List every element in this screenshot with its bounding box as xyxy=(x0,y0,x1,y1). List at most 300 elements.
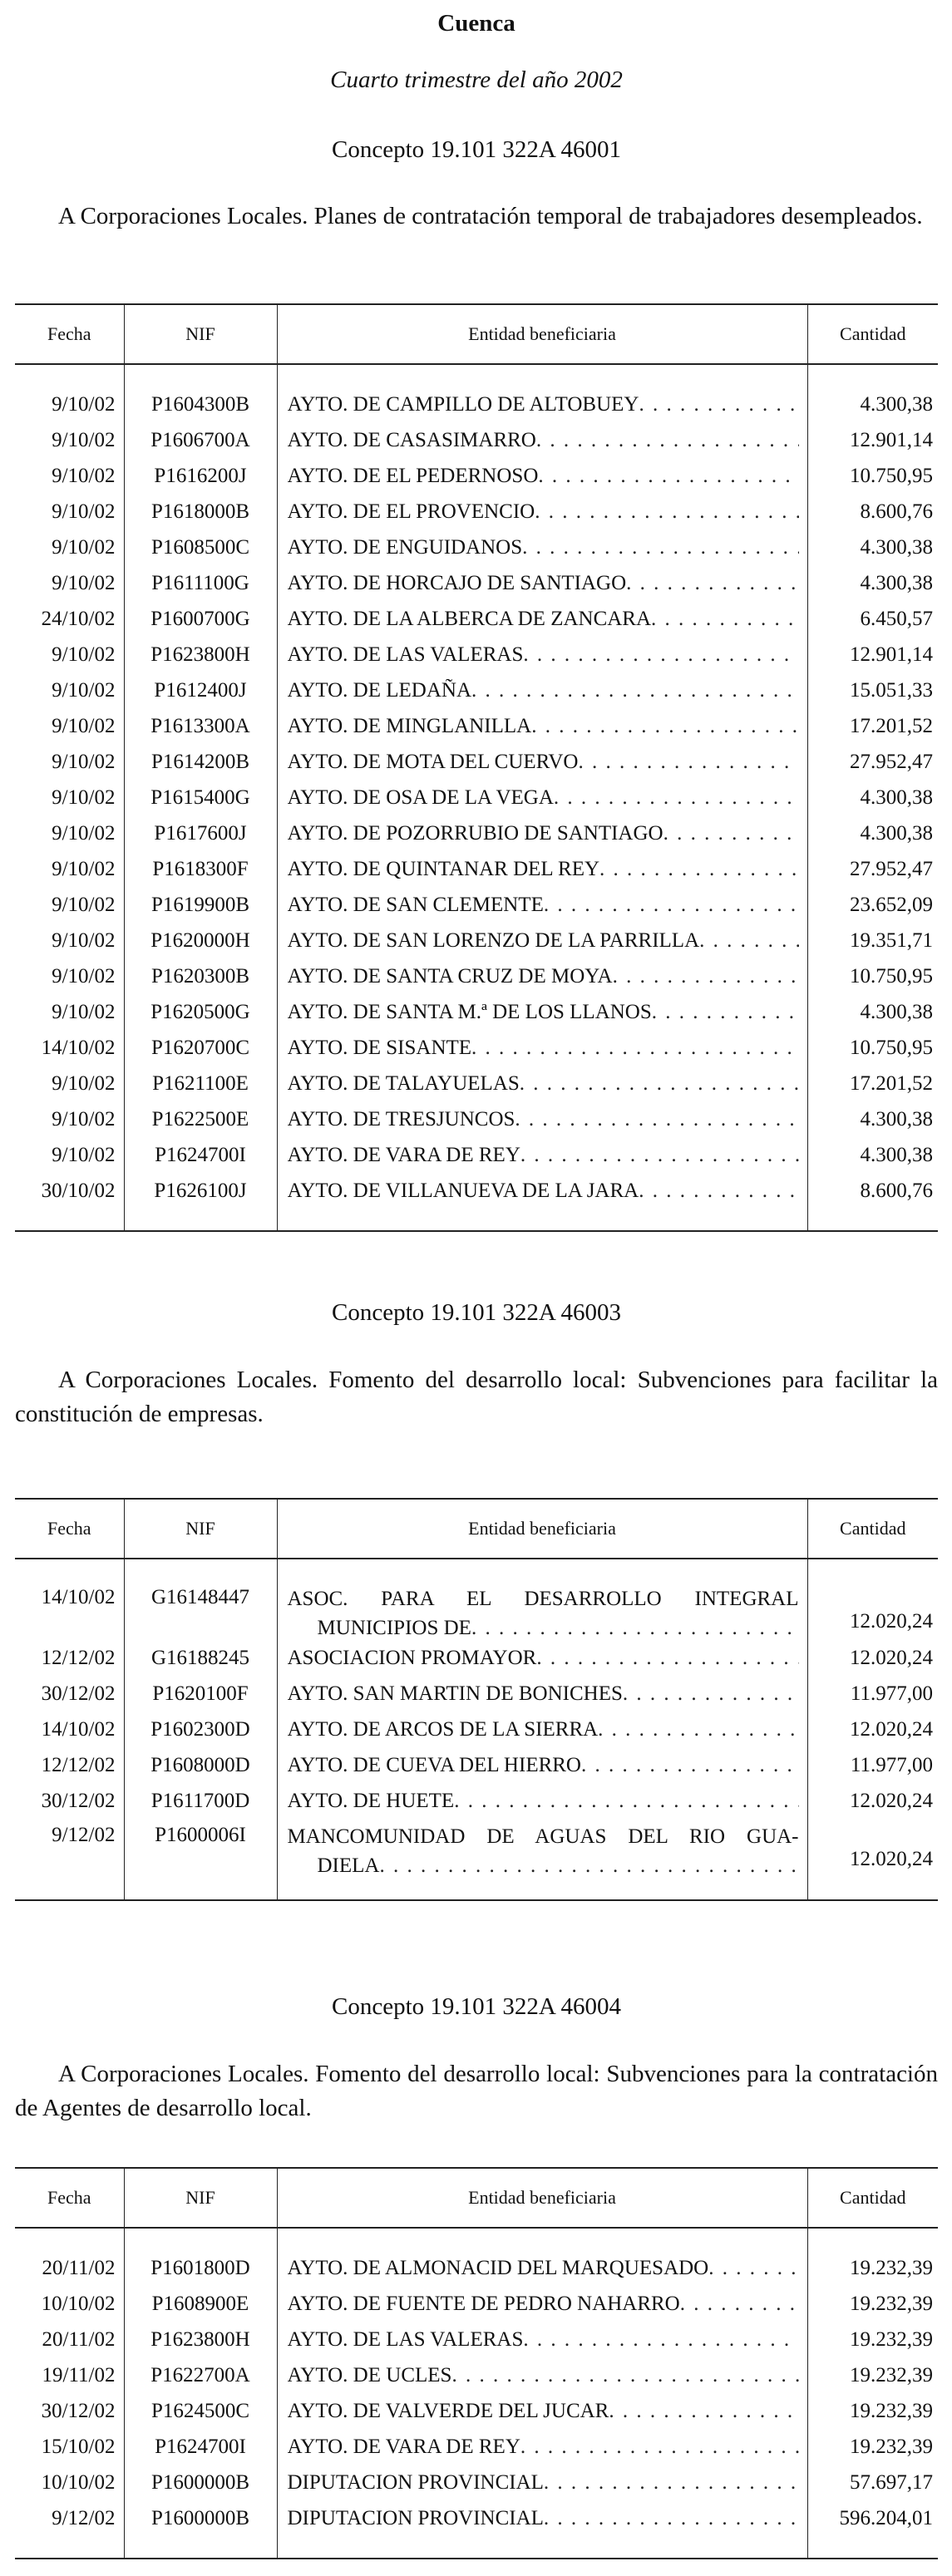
spacer-cell xyxy=(807,364,938,387)
cantidad-cell: 19.232,39 xyxy=(807,2286,938,2322)
entidad-cell xyxy=(277,958,807,994)
header-nif: NIF xyxy=(124,1499,277,1559)
entidad-line xyxy=(288,2328,799,2352)
entidad-text: AYTO. DE HORCAJO DE SANTIAGO xyxy=(287,571,627,594)
dot-leader xyxy=(663,822,799,845)
entidad-cell xyxy=(277,672,807,708)
fecha-cell: 14/10/02 xyxy=(41,1036,116,1059)
dot-leader xyxy=(535,500,798,524)
entidad-text: AYTO. DE SAN CLEMENTE xyxy=(287,893,544,916)
entidad-text: AYTO. DE QUINTANAR DEL REY xyxy=(287,857,600,880)
spacer-cell xyxy=(807,1878,938,1900)
nif-cell: P1618300F xyxy=(124,851,277,887)
entidad-cell xyxy=(277,2465,807,2500)
entidad-line: ASOC. PARA EL DESARROLLO INTEGRAL xyxy=(287,1588,799,1610)
entidad-cell xyxy=(277,2250,807,2286)
cantidad-cell: 12.020,24 xyxy=(807,1819,938,1878)
fecha-cell: 9/10/02 xyxy=(52,750,116,773)
entidad-text: AYTO. DE EL PROVENCIO xyxy=(287,500,535,523)
header-fecha: Fecha xyxy=(15,2168,124,2228)
concept-heading: Concepto 19.101 322A 46003 xyxy=(332,1299,621,1326)
spacer-cell xyxy=(124,2536,277,2559)
fecha-cell: 14/10/02 xyxy=(41,1717,116,1741)
nif-cell: P1601800D xyxy=(124,2250,277,2286)
table-row xyxy=(15,2286,938,2322)
dot-leader xyxy=(515,1108,798,1131)
cantidad-cell: 27.952,47 xyxy=(807,744,938,780)
entidad-line xyxy=(288,500,799,524)
nif-cell: P1608500C xyxy=(124,529,277,565)
cantidad-cell: 10.750,95 xyxy=(807,958,938,994)
dot-leader xyxy=(531,715,798,738)
dot-leader xyxy=(544,894,799,917)
cantidad-cell: 4.300,38 xyxy=(807,529,938,565)
entidad-line xyxy=(288,2507,799,2530)
entidad-text: DIPUTACION PROVINCIAL xyxy=(287,2470,544,2494)
entidad-text: ASOCIACION PROMAYOR xyxy=(287,1646,537,1669)
dot-leader xyxy=(699,929,798,953)
entidad-cell xyxy=(277,422,807,458)
fecha-cell: 9/10/02 xyxy=(52,821,116,845)
nif-cell: P1622700A xyxy=(124,2357,277,2393)
cantidad-cell: 15.051,33 xyxy=(807,672,938,708)
fecha-cell: 9/10/02 xyxy=(52,928,116,952)
entidad-cell xyxy=(277,637,807,672)
spacer-cell xyxy=(277,1559,807,1581)
entidad-line xyxy=(288,2436,799,2459)
header-entidad: Entidad beneficiaria xyxy=(277,1499,807,1559)
table-row xyxy=(15,2250,938,2286)
entidad-cell xyxy=(277,2286,807,2322)
nif-cell: P1620000H xyxy=(124,923,277,958)
period-heading: Cuarto trimestre del año 2002 xyxy=(330,66,623,93)
table-row xyxy=(15,994,938,1030)
entidad-cell xyxy=(277,1030,807,1066)
fecha-cell: 9/10/02 xyxy=(52,678,116,702)
entidad-cell xyxy=(277,2500,807,2536)
nif-cell: P1617600J xyxy=(124,815,277,851)
entidad-cell xyxy=(277,1676,807,1712)
entidad-line xyxy=(288,1072,799,1096)
dot-leader xyxy=(578,751,798,774)
table-row xyxy=(15,1783,938,1819)
header-cantidad: Cantidad xyxy=(807,2168,938,2228)
fecha-cell: 12/12/02 xyxy=(41,1753,116,1776)
table-row xyxy=(15,1101,938,1137)
concept-heading: Concepto 19.101 322A 46001 xyxy=(332,136,621,163)
cantidad-cell: 19.232,39 xyxy=(807,2357,938,2393)
table-row xyxy=(15,923,938,958)
entidad-line xyxy=(288,2364,799,2387)
dot-leader xyxy=(471,1037,798,1060)
dot-leader xyxy=(652,1001,799,1024)
spacer-cell xyxy=(124,1209,277,1231)
cantidad-cell: 8.600,76 xyxy=(807,1173,938,1209)
entidad-line xyxy=(288,572,799,595)
cantidad-cell: 8.600,76 xyxy=(807,494,938,529)
table-row xyxy=(15,1581,938,1640)
cantidad-cell: 19.232,39 xyxy=(807,2322,938,2357)
spacer-cell xyxy=(124,364,277,387)
entidad-cell xyxy=(277,2357,807,2393)
dot-leader xyxy=(708,2257,798,2280)
entidad-cell xyxy=(277,815,807,851)
nif-cell: P1608000D xyxy=(124,1747,277,1783)
entidad-cell xyxy=(277,1819,807,1878)
cantidad-cell: 12.901,14 xyxy=(807,422,938,458)
table-row xyxy=(15,708,938,744)
entidad-text: AYTO. DE UCLES xyxy=(287,2363,452,2386)
beneficiaries-table xyxy=(15,1498,938,1901)
spacer-cell xyxy=(807,1209,938,1231)
header-entidad: Entidad beneficiaria xyxy=(277,2168,807,2228)
cantidad-cell: 27.952,47 xyxy=(807,851,938,887)
nif-cell: P1624700I xyxy=(124,1137,277,1173)
entidad-cell xyxy=(277,2429,807,2465)
cantidad-cell: 17.201,52 xyxy=(807,708,938,744)
dot-leader xyxy=(544,2507,799,2530)
fecha-cell: 30/12/02 xyxy=(41,1789,116,1812)
entidad-text: AYTO. DE LEDAÑA xyxy=(287,678,472,702)
dot-leader xyxy=(471,679,798,702)
dot-leader xyxy=(598,1718,798,1741)
cantidad-cell: 10.750,95 xyxy=(807,1030,938,1066)
nif-cell: P1616200J xyxy=(124,458,277,494)
cantidad-cell: 4.300,38 xyxy=(807,1101,938,1137)
table-row xyxy=(15,851,938,887)
nif-cell: P1623800H xyxy=(124,2322,277,2357)
nif-cell: P1621100E xyxy=(124,1066,277,1101)
dot-leader xyxy=(554,786,799,810)
fecha-cell: 9/10/02 xyxy=(52,964,116,988)
fecha-cell: 10/10/02 xyxy=(41,2292,116,2315)
entidad-cell xyxy=(277,780,807,815)
table-row xyxy=(15,2393,938,2429)
nif-cell: P1602300D xyxy=(124,1712,277,1747)
dot-leader xyxy=(609,2400,798,2423)
entidad-line xyxy=(288,2471,799,2495)
fecha-cell: 9/10/02 xyxy=(52,857,116,880)
spacer-cell xyxy=(15,364,124,387)
nif-cell: P1620700C xyxy=(124,1030,277,1066)
entidad-text: AYTO. DE LAS VALERAS xyxy=(287,643,524,666)
entidad-text: AYTO. DE VILLANUEVA DE LA JARA xyxy=(287,1179,639,1202)
spacer-cell xyxy=(15,1209,124,1231)
dot-leader xyxy=(522,536,798,559)
cantidad-cell: 10.750,95 xyxy=(807,458,938,494)
dot-leader xyxy=(680,2293,799,2316)
dot-leader xyxy=(520,1144,799,1167)
cantidad-cell: 11.977,00 xyxy=(807,1676,938,1712)
spacer-cell xyxy=(124,1559,277,1581)
entidad-line xyxy=(288,1180,799,1203)
cantidad-cell: 57.697,17 xyxy=(807,2465,938,2500)
entidad-cell xyxy=(277,1747,807,1783)
table-row xyxy=(15,387,938,422)
entidad-line: MANCOMUNIDAD DE AGUAS DEL RIO GUA- xyxy=(287,1825,799,1848)
fecha-cell: 9/10/02 xyxy=(52,1107,116,1130)
cantidad-cell: 17.201,52 xyxy=(807,1066,938,1101)
entidad-line xyxy=(288,1037,799,1060)
fecha-cell: 9/10/02 xyxy=(52,464,116,487)
table-row xyxy=(15,2429,938,2465)
entidad-text: AYTO. DE VALVERDE DEL JUCAR xyxy=(287,2399,609,2422)
fecha-cell: 9/12/02 xyxy=(52,2506,116,2529)
spacer-cell xyxy=(15,1559,124,1581)
entidad-text: AYTO. DE CASASIMARRO xyxy=(287,428,536,451)
table-row xyxy=(15,1066,938,1101)
table-row xyxy=(15,1747,938,1783)
entidad-text: AYTO. DE LAS VALERAS xyxy=(287,2327,524,2351)
spacer-cell xyxy=(277,2228,807,2250)
entidad-text: AYTO. DE HUETE xyxy=(287,1789,455,1812)
entidad-line xyxy=(288,465,799,488)
entidad-text: AYTO. DE TALAYUELAS xyxy=(287,1071,520,1095)
entidad-text: AYTO. DE SANTA CRUZ DE MOYA xyxy=(287,964,613,988)
cantidad-cell: 12.020,24 xyxy=(807,1581,938,1640)
spacer-cell xyxy=(807,2228,938,2250)
spacer-cell xyxy=(277,1209,807,1231)
table-spacer xyxy=(15,1878,938,1900)
province-heading: Cuenca xyxy=(437,10,515,37)
cantidad-cell: 4.300,38 xyxy=(807,780,938,815)
table-row xyxy=(15,1137,938,1173)
entidad-line xyxy=(288,679,799,702)
dot-leader xyxy=(471,1617,799,1640)
entidad-line xyxy=(288,643,799,667)
nif-cell: P1600700G xyxy=(124,601,277,637)
dot-leader xyxy=(523,643,798,667)
entidad-text: AYTO. DE SANTA M.ª DE LOS LLANOS xyxy=(287,1000,652,1023)
table-row xyxy=(15,780,938,815)
entidad-text: AYTO. DE CUEVA DEL HIERRO xyxy=(287,1753,581,1776)
fecha-cell: 30/12/02 xyxy=(41,1682,116,1705)
table-spacer xyxy=(15,1559,938,1581)
cantidad-cell: 11.977,00 xyxy=(807,1747,938,1783)
dot-leader xyxy=(581,1754,799,1777)
dot-leader xyxy=(613,965,799,988)
cantidad-cell: 596.204,01 xyxy=(807,2500,938,2536)
spacer-cell xyxy=(277,364,807,387)
fecha-cell: 10/10/02 xyxy=(41,2470,116,2494)
entidad-line xyxy=(288,715,799,738)
entidad-text: AYTO. DE POZORRUBIO DE SANTIAGO xyxy=(287,821,663,845)
table-row xyxy=(15,422,938,458)
dot-leader xyxy=(639,1180,798,1203)
table-row xyxy=(15,1676,938,1712)
dot-leader xyxy=(523,2328,798,2352)
entidad-text: AYTO. DE ENGUIDANOS xyxy=(287,535,523,559)
cantidad-cell: 23.652,09 xyxy=(807,887,938,923)
table-row xyxy=(15,744,938,780)
dot-leader xyxy=(623,1682,799,1706)
beneficiaries-table xyxy=(15,303,938,1232)
nif-cell: P1611100G xyxy=(124,565,277,601)
dot-leader xyxy=(379,1854,798,1878)
cantidad-cell: 12.020,24 xyxy=(807,1712,938,1747)
nif-cell: P1620500G xyxy=(124,994,277,1030)
fecha-cell: 30/10/02 xyxy=(41,1179,116,1202)
table-row xyxy=(15,529,938,565)
fecha-cell: 9/10/02 xyxy=(52,535,116,559)
concept-description: A Corporaciones Locales. Planes de contratación temporal de trabajadores desempleados. xyxy=(58,203,923,229)
header-fecha: Fecha xyxy=(15,1499,124,1559)
spacer-cell xyxy=(124,2228,277,2250)
header-cantidad: Cantidad xyxy=(807,304,938,364)
nif-cell: P1613300A xyxy=(124,708,277,744)
nif-cell: P1620300B xyxy=(124,958,277,994)
entidad-cell xyxy=(277,1066,807,1101)
entidad-cell xyxy=(277,565,807,601)
entidad-cell xyxy=(277,708,807,744)
table-row xyxy=(15,1640,938,1676)
fecha-cell: 9/10/02 xyxy=(52,786,116,809)
entidad-line xyxy=(288,536,799,559)
entidad-cell xyxy=(277,1581,807,1640)
nif-cell: G16188245 xyxy=(124,1640,277,1676)
concept-description: A Corporaciones Locales. Fomento del desarrollo local: Subvenciones para facilitar la constitución de empresas. xyxy=(15,1367,938,1427)
table-row xyxy=(15,601,938,637)
entidad-text: AYTO. DE VARA DE REY xyxy=(287,1143,520,1166)
entidad-text: AYTO. DE EL PEDERNOSO xyxy=(287,464,539,487)
nif-cell: P1614200B xyxy=(124,744,277,780)
header-entidad: Entidad beneficiaria xyxy=(277,304,807,364)
fecha-cell: 24/10/02 xyxy=(41,607,116,630)
entidad-cell xyxy=(277,1712,807,1747)
entidad-line xyxy=(288,751,799,774)
nif-cell: P1618000B xyxy=(124,494,277,529)
cantidad-cell: 4.300,38 xyxy=(807,387,938,422)
entidad-line xyxy=(288,1790,799,1813)
entidad-cell xyxy=(277,458,807,494)
entidad-line xyxy=(288,1682,799,1706)
entidad-text: AYTO. DE ALMONACID DEL MARQUESADO xyxy=(287,2256,709,2279)
entidad-line xyxy=(288,1001,799,1024)
fecha-cell: 9/10/02 xyxy=(52,428,116,451)
entidad-text: AYTO. DE TRESJUNCOS xyxy=(287,1107,515,1130)
fecha-cell: 9/10/02 xyxy=(52,392,116,416)
cantidad-cell: 12.020,24 xyxy=(807,1640,938,1676)
fecha-cell: 9/10/02 xyxy=(52,643,116,666)
cantidad-cell: 6.450,57 xyxy=(807,601,938,637)
concept-description: A Corporaciones Locales. Fomento del desarrollo local: Subvenciones para la contratación de Agentes de desarrollo local. xyxy=(15,2061,938,2121)
cantidad-cell: 19.232,39 xyxy=(807,2393,938,2429)
fecha-cell: 12/12/02 xyxy=(41,1646,116,1669)
dot-leader xyxy=(454,1790,798,1813)
nif-cell: P1612400J xyxy=(124,672,277,708)
header-nif: NIF xyxy=(124,304,277,364)
dot-leader xyxy=(544,2471,799,2495)
entidad-cell xyxy=(277,387,807,422)
table-row xyxy=(15,2465,938,2500)
table-row xyxy=(15,2357,938,2393)
dot-leader xyxy=(538,465,798,488)
table-row xyxy=(15,1030,938,1066)
cantidad-cell: 4.300,38 xyxy=(807,815,938,851)
dot-leader xyxy=(451,2364,798,2387)
table-row xyxy=(15,815,938,851)
dot-leader xyxy=(536,1647,798,1670)
fecha-cell: 20/11/02 xyxy=(42,2327,116,2351)
dot-leader xyxy=(651,608,798,631)
cantidad-cell: 19.351,71 xyxy=(807,923,938,958)
table-row xyxy=(15,2322,938,2357)
nif-cell: G16148447 xyxy=(124,1581,277,1640)
spacer-cell xyxy=(277,1878,807,1900)
fecha-cell: 9/10/02 xyxy=(52,714,116,737)
table-row xyxy=(15,458,938,494)
entidad-line xyxy=(288,1108,799,1131)
nif-cell: P1626100J xyxy=(124,1173,277,1209)
entidad-cell xyxy=(277,744,807,780)
entidad-text: DIELA xyxy=(317,1854,380,1877)
spacer-cell xyxy=(807,1559,938,1581)
table-row xyxy=(15,637,938,672)
spacer-cell xyxy=(124,1878,277,1900)
concept-heading: Concepto 19.101 322A 46004 xyxy=(332,1993,621,2020)
nif-cell: P1615400G xyxy=(124,780,277,815)
entidad-cell xyxy=(277,2393,807,2429)
fecha-cell: 14/10/02 xyxy=(41,1586,116,1608)
table-spacer xyxy=(15,2536,938,2559)
nif-cell: P1620100F xyxy=(124,1676,277,1712)
nif-cell: P1606700A xyxy=(124,422,277,458)
entidad-line xyxy=(288,965,799,988)
cantidad-cell: 12.901,14 xyxy=(807,637,938,672)
spacer-cell xyxy=(15,1878,124,1900)
entidad-text: AYTO. SAN MARTIN DE BONICHES xyxy=(287,1682,623,1705)
entidad-cell xyxy=(277,887,807,923)
entidad-cell xyxy=(277,494,807,529)
spacer-cell xyxy=(15,2228,124,2250)
entidad-text: AYTO. DE SAN LORENZO DE LA PARRILLA xyxy=(287,928,700,952)
spacer-cell xyxy=(15,2536,124,2559)
entidad-line xyxy=(288,2257,799,2280)
entidad-line xyxy=(288,608,799,631)
dot-leader xyxy=(639,393,798,416)
entidad-cell xyxy=(277,1137,807,1173)
spacer-cell xyxy=(807,2536,938,2559)
nif-cell: P1623800H xyxy=(124,637,277,672)
entidad-line xyxy=(288,894,799,917)
table-row xyxy=(15,2500,938,2536)
cantidad-cell: 4.300,38 xyxy=(807,994,938,1030)
entidad-cell xyxy=(277,601,807,637)
entidad-text: DIPUTACION PROVINCIAL xyxy=(287,2506,544,2529)
entidad-line xyxy=(288,393,799,416)
nif-cell: P1624500C xyxy=(124,2393,277,2429)
nif-cell: P1600006I xyxy=(124,1819,277,1878)
cantidad-cell: 4.300,38 xyxy=(807,565,938,601)
entidad-text: AYTO. DE ARCOS DE LA SIERRA xyxy=(287,1717,599,1741)
nif-cell: P1611700D xyxy=(124,1783,277,1819)
table-row xyxy=(15,958,938,994)
cantidad-cell: 12.020,24 xyxy=(807,1783,938,1819)
entidad-text: AYTO. DE VARA DE REY xyxy=(287,2435,520,2458)
table-row xyxy=(15,1173,938,1209)
entidad-line xyxy=(288,929,799,953)
table-row xyxy=(15,887,938,923)
entidad-cell xyxy=(277,923,807,958)
entidad-line xyxy=(288,1647,799,1670)
nif-cell: P1608900E xyxy=(124,2286,277,2322)
dot-leader xyxy=(599,858,798,881)
table-spacer xyxy=(15,364,938,387)
entidad-line xyxy=(288,786,799,810)
entidad-cell xyxy=(277,1101,807,1137)
spacer-cell xyxy=(277,2536,807,2559)
nif-cell: P1600000B xyxy=(124,2465,277,2500)
